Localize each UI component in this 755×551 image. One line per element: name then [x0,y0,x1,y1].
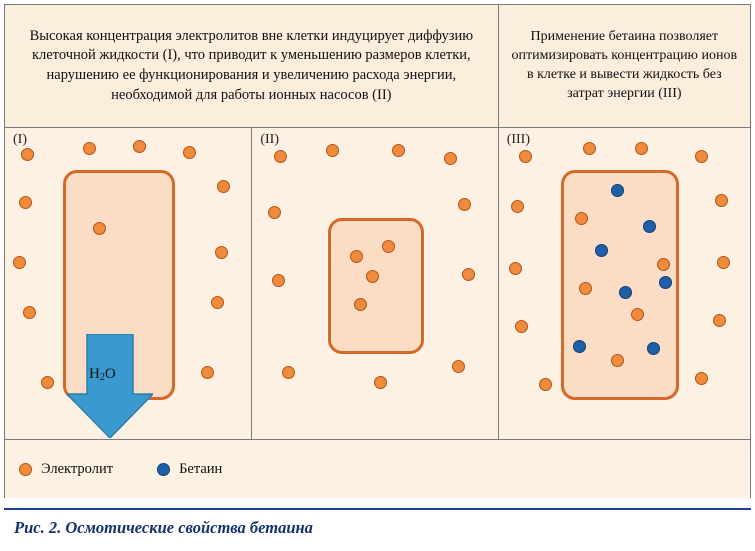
electrolyte-dot [19,196,32,209]
panel-1-label: (I) [13,132,27,147]
header-right-text: Применение бетаина позволяет оптимизировать концентрацию ионов в клетке и вывести жидкость без затрат энергии (III) [511,29,738,101]
electrolyte-dot [183,146,196,159]
electrolyte-dot [519,150,532,163]
header-cell-left [5,5,499,128]
header-cell-right [499,5,750,128]
electrolyte-dot [282,366,295,379]
header-row [5,5,750,128]
electrolyte-dot [93,222,106,235]
electrolyte-dot [458,198,471,211]
electrolyte-dot [272,274,285,287]
electrolyte-dot [215,246,228,259]
betaine-dot [619,286,632,299]
water-label: $H_2O$ [89,366,116,383]
diagram-frame [4,4,751,498]
panel-3 [499,128,750,440]
water-flow-arrow [67,334,153,438]
panel-2-label: (II) [260,132,279,147]
betaine-dot [643,220,656,233]
electrolyte-dot [583,142,596,155]
betaine-dot [647,342,660,355]
legend [5,440,750,498]
electrolyte-dot [509,262,522,275]
electrolyte-dot [392,144,405,157]
electrolyte-dot [575,212,588,225]
electrolyte-dot [41,376,54,389]
caption-divider [4,508,751,510]
electrolyte-dot [452,360,465,373]
legend-label-betaine: Бетаин [179,460,223,477]
electrolyte-dot [515,320,528,333]
electrolyte-dot [462,268,475,281]
electrolyte-dot [695,150,708,163]
electrolyte-dot [211,296,224,309]
panel-1 [5,128,252,440]
electrolyte-dot [83,142,96,155]
betaine-dot [611,184,624,197]
legend-item-electrolyte [19,461,113,478]
figure-caption: Рис. 2. Осмотические свойства бетаина [14,518,313,537]
header-left-text: Высокая концентрация электролитов вне клетки индуцирует диффузию клеточной жидкости (I), что приводит к уменьшению размеров клетки, нарушению ее функционирования и увеличению расхода энергии, необходимой для работы ионных насосов (II) [29,27,474,103]
electrolyte-dot [217,180,230,193]
electrolyte-dot [13,256,26,269]
electrolyte-dot [715,194,728,207]
electrolyte-dot [511,200,524,213]
electrolyte-dot [635,142,648,155]
electrolyte-dot [201,366,214,379]
electrolyte-dot [133,140,146,153]
electrolyte-dot [268,206,281,219]
panel-3-label: (III) [506,132,530,147]
electrolyte-dot [631,308,644,321]
betaine-swatch-icon [157,463,170,476]
electrolyte-dot [274,150,287,163]
electrolyte-dot [713,314,726,327]
panels-row [5,128,750,440]
electrolyte-dot [21,148,34,161]
electrolyte-dot [657,258,670,271]
betaine-dot [573,340,586,353]
electrolyte-dot [695,372,708,385]
electrolyte-swatch-icon [19,463,32,476]
electrolyte-dot [374,376,387,389]
electrolyte-dot [444,152,457,165]
electrolyte-dot [717,256,730,269]
panel-2 [252,128,498,440]
betaine-dot [659,276,672,289]
legend-label-electrolyte: Электролит [41,460,114,477]
electrolyte-dot [579,282,592,295]
electrolyte-dot [23,306,36,319]
cell-membrane-2 [328,218,424,354]
electrolyte-dot [326,144,339,157]
electrolyte-dot [539,378,552,391]
betaine-dot [595,244,608,257]
electrolyte-dot [611,354,624,367]
legend-item-betaine [157,461,222,478]
